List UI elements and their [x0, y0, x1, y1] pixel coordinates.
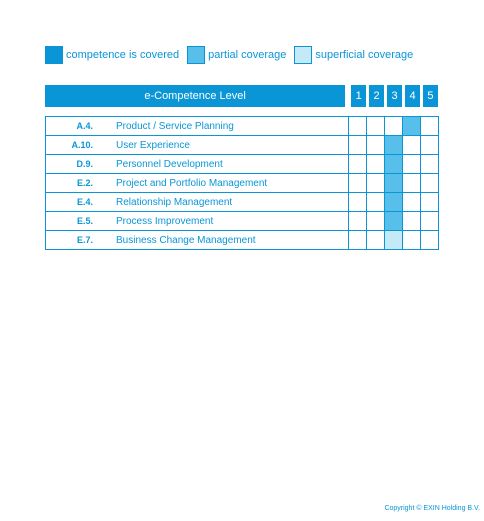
level-3-cell [385, 136, 403, 155]
competence-cell [46, 174, 349, 193]
competence-name: Personnel Development [116, 158, 223, 170]
level-3-cell [385, 212, 403, 231]
competence-code: D.9. [76, 158, 93, 169]
level-5-cell [421, 231, 439, 250]
table-row [46, 212, 439, 231]
competence-cell [46, 136, 349, 155]
level-3-cell [385, 117, 403, 136]
table-row [46, 193, 439, 212]
competence-name: Relationship Management [116, 196, 233, 208]
competence-cell [46, 212, 349, 231]
level-4-cell [403, 155, 421, 174]
table-header [45, 85, 438, 107]
level-header-4: 4 [405, 85, 420, 107]
competence-cell [46, 155, 349, 174]
level-1-cell [349, 117, 367, 136]
level-2-cell [367, 212, 385, 231]
level-4-cell [403, 136, 421, 155]
legend-item-partial [187, 46, 286, 64]
level-5-cell [421, 212, 439, 231]
table-row [46, 136, 439, 155]
level-2-cell [367, 117, 385, 136]
level-5-cell [421, 155, 439, 174]
level-header-5: 5 [423, 85, 438, 107]
level-1-cell [349, 212, 367, 231]
level-header-3: 3 [387, 85, 402, 107]
level-4-cell [403, 117, 421, 136]
competence-name: Project and Portfolio Management [116, 177, 268, 189]
competence-cell [46, 231, 349, 250]
table-row [46, 231, 439, 250]
competence-cell [46, 193, 349, 212]
copyright-notice: Copyright © EXIN Holding B.V. [384, 505, 480, 512]
legend-item-superficial [294, 46, 413, 64]
competence-code: A.4. [76, 120, 93, 131]
level-4-cell [403, 212, 421, 231]
level-3-cell [385, 231, 403, 250]
competence-name: Process Improvement [116, 215, 214, 227]
level-header-1: 1 [351, 85, 366, 107]
competence-code: E.5. [76, 215, 93, 226]
level-5-cell [421, 117, 439, 136]
legend-label: partial coverage [208, 49, 287, 61]
level-1-cell [349, 174, 367, 193]
competence-code: E.4. [76, 196, 93, 207]
level-3-cell [385, 193, 403, 212]
level-3-cell [385, 174, 403, 193]
level-5-cell [421, 136, 439, 155]
competence-code: E.2. [76, 177, 93, 188]
level-2-cell [367, 231, 385, 250]
level-2-cell [367, 174, 385, 193]
level-1-cell [349, 136, 367, 155]
level-4-cell [403, 193, 421, 212]
table-row [46, 117, 439, 136]
competence-name: Product / Service Planning [116, 120, 234, 132]
level-2-cell [367, 136, 385, 155]
competence-name: User Experience [116, 139, 190, 151]
partial-coverage-swatch [187, 46, 205, 64]
superficial-coverage-swatch [294, 46, 312, 64]
level-5-cell [421, 193, 439, 212]
level-5-cell [421, 174, 439, 193]
legend-label: superficial coverage [315, 49, 414, 61]
level-4-cell [403, 231, 421, 250]
competence-code: A.10. [71, 139, 93, 150]
legend-label: competence is covered [66, 49, 180, 61]
level-1-cell [349, 155, 367, 174]
header-title: e-Competence Level [45, 85, 345, 107]
competence-table [45, 116, 439, 250]
coverage-legend [45, 45, 421, 65]
competence-code: E.7. [76, 234, 93, 245]
full-coverage-swatch [45, 46, 63, 64]
competence-cell [46, 117, 349, 136]
level-2-cell [367, 155, 385, 174]
level-2-cell [367, 193, 385, 212]
competence-name: Business Change Management [116, 234, 256, 246]
level-3-cell [385, 155, 403, 174]
level-1-cell [349, 193, 367, 212]
level-1-cell [349, 231, 367, 250]
level-4-cell [403, 174, 421, 193]
table-row [46, 155, 439, 174]
legend-item-full [45, 46, 179, 64]
table-row [46, 174, 439, 193]
level-header-2: 2 [369, 85, 384, 107]
